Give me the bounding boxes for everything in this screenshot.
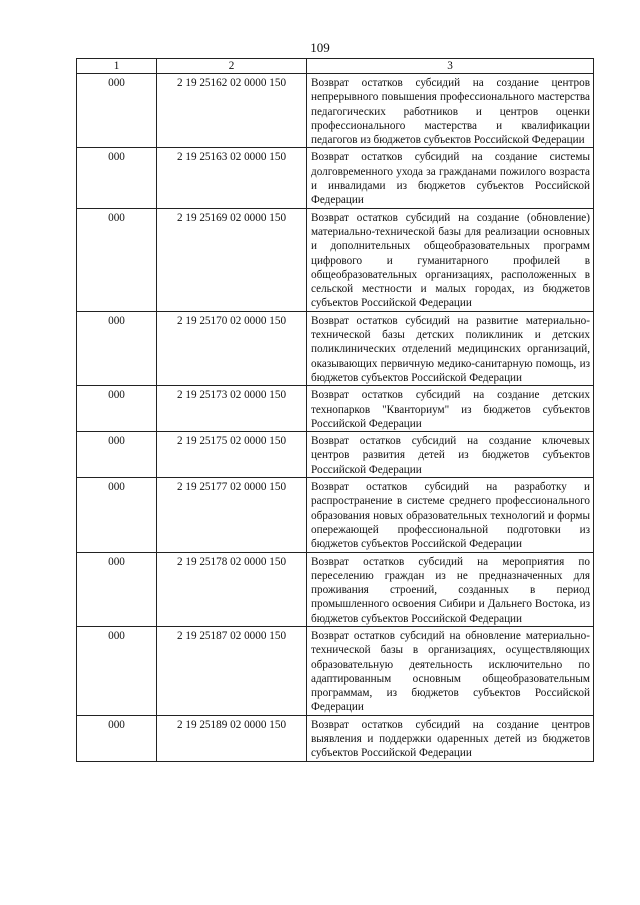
administrator-code-cell: 000 [77, 311, 157, 385]
budget-code-cell: 2 19 25177 02 0000 150 [157, 478, 307, 552]
column-header-1: 1 [77, 59, 157, 74]
page-number: 109 [310, 40, 330, 55]
revenue-name-cell: Возврат остатков субсидий на создание центров выявления и поддержки одаренных детей из бюджетов субъектов Российской Федерации [307, 715, 594, 761]
administrator-code-cell: 000 [77, 432, 157, 478]
table-row [77, 311, 594, 385]
revenue-name-cell: Возврат остатков субсидий на создание детских технопарков "Кванториум" из бюджетов субъектов Российской Федерации [307, 386, 594, 432]
administrator-code-cell: 000 [77, 478, 157, 552]
administrator-code-cell: 000 [77, 148, 157, 208]
budget-classification-table [76, 58, 594, 762]
budget-code-cell: 2 19 25175 02 0000 150 [157, 432, 307, 478]
table-row [77, 148, 594, 208]
administrator-code-cell: 000 [77, 386, 157, 432]
administrator-code-cell: 000 [77, 74, 157, 148]
budget-code-cell: 2 19 25162 02 0000 150 [157, 74, 307, 148]
table-row [77, 478, 594, 552]
revenue-name-cell: Возврат остатков субсидий на обновление материально-технической базы в организациях, осуществляющих образовательную деятельность исключительно по адаптированным основным общеобразовательным программам, из бюджетов субъектов Российской Федерации [307, 626, 594, 715]
table-row [77, 74, 594, 148]
table-row [77, 208, 594, 311]
column-header-3: 3 [307, 59, 594, 74]
budget-code-cell: 2 19 25173 02 0000 150 [157, 386, 307, 432]
administrator-code-cell: 000 [77, 208, 157, 311]
table-row [77, 552, 594, 626]
revenue-name-cell: Возврат остатков субсидий на мероприятия по переселению граждан из не предназначенных для проживания строений, созданных в период промышленного освоения Сибири и Дальнего Востока, из бюджетов субъектов Российской Федерации [307, 552, 594, 626]
budget-code-cell: 2 19 25187 02 0000 150 [157, 626, 307, 715]
budget-code-cell: 2 19 25189 02 0000 150 [157, 715, 307, 761]
revenue-name-cell: Возврат остатков субсидий на создание (обновление) материально-технической базы для реализации основных и дополнительных общеобразовательных программ цифрового и гуманитарного профилей в общеобразовательных организациях, расположенных в сельской местности и малых городах, из бюджетов субъектов Российской Федерации [307, 208, 594, 311]
administrator-code-cell: 000 [77, 626, 157, 715]
budget-code-cell: 2 19 25169 02 0000 150 [157, 208, 307, 311]
revenue-name-cell: Возврат остатков субсидий на создание системы долговременного ухода за гражданами пожилого возраста и инвалидами из бюджетов субъектов Российской Федерации [307, 148, 594, 208]
revenue-name-cell: Возврат остатков субсидий на создание ключевых центров развития детей из бюджетов субъектов Российской Федерации [307, 432, 594, 478]
table-row [77, 626, 594, 715]
column-header-2: 2 [157, 59, 307, 74]
revenue-name-cell: Возврат остатков субсидий на развитие материально-технической базы детских поликлиник и детских поликлинических отделений медицинских организаций, оказывающих первичную медико-санитарную помощь, из бюджетов субъектов Российской Федерации [307, 311, 594, 385]
table-row [77, 386, 594, 432]
table-header-row [77, 59, 594, 74]
budget-code-cell: 2 19 25178 02 0000 150 [157, 552, 307, 626]
table-row [77, 715, 594, 761]
administrator-code-cell: 000 [77, 715, 157, 761]
revenue-name-cell: Возврат остатков субсидий на разработку и распространение в системе среднего профессионального образования новых образовательных технологий и формы опережающей профессиональной подготовки из бюджетов субъектов Российской Федерации [307, 478, 594, 552]
table-row [77, 432, 594, 478]
administrator-code-cell: 000 [77, 552, 157, 626]
revenue-name-cell: Возврат остатков субсидий на создание центров непрерывного повышения профессионального мастерства педагогических работников и центров оценки профессионального мастерства и квалификации педагогов из бюджетов субъектов Российской Федерации [307, 74, 594, 148]
budget-code-cell: 2 19 25163 02 0000 150 [157, 148, 307, 208]
budget-code-cell: 2 19 25170 02 0000 150 [157, 311, 307, 385]
